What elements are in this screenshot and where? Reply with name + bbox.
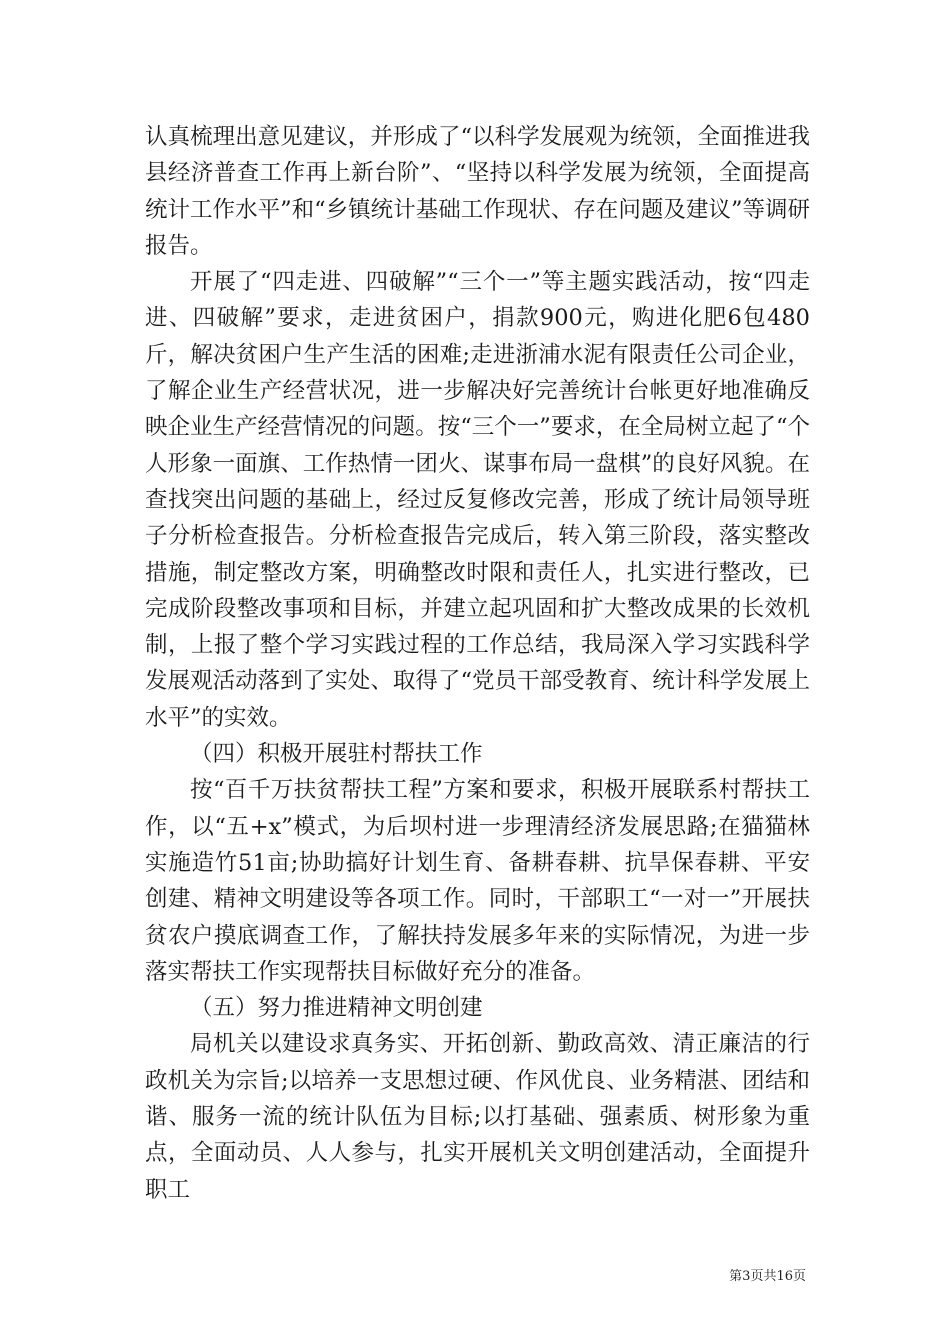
page-number: 第3页共16页 xyxy=(729,1269,806,1284)
paragraph-continuation: 认真梳理出意见建议，并形成了“以科学发展观为统领，全面推进我县经济普查工作再上新台阶”、“坚持以科学发展为统领，全面提高统计工作水平”和“乡镇统计基础工作现状、存在问题及建议”等调研报告。 xyxy=(145,124,810,259)
document-body xyxy=(145,119,810,1208)
paragraph-practice-activities: 开展了“四走进、四破解”“三个一”等主题实践活动，按“四走进、四破解”要求，走进贫困户，捐款900元，购进化肥6包480斤，解决贫困户生产生活的困难;走进浙浦水泥有限责任公司企业，了解企业生产经营状况，进一步解决好完善统计台帐更好地准确反映企业生产经营情况的问题。按“三个一”要求，在全局树立起了“个人形象一面旗、工作热情一团火、谋事布局一盘棋”的良好风貌。在查找突出问题的基础上，经过反复修改完善，形成了统计局领导班子分析检查报告。分析检查报告完成后，转入第三阶段，落实整改措施，制定整改方案，明确整改时限和责任人，扎实进行整改，已完成阶段整改事项和目标，并建立起巩固和扩大整改成果的长效机制，上报了整个学习实践过程的工作总结，我局深入学习实践科学发展观活动落到了实处、取得了“党员干部受教育、统计科学发展上水平”的实效。 xyxy=(145,269,810,731)
paragraph-civilization: 局机关以建设求真务实、开拓创新、勤政高效、清正廉洁的行政机关为宗旨;以培养一支思想过硬、作风优良、业务精湛、团结和谐、服务一流的统计队伍为目标;以打基础、强素质、树形象为重点，全面动员、人人参与，扎实开展机关文明创建活动，全面提升职工 xyxy=(145,1031,810,1203)
section-heading-civilization: （五）努力推进精神文明创建 xyxy=(190,995,483,1022)
section-heading-village-assistance: （四）积极开展驻村帮扶工作 xyxy=(190,741,483,768)
paragraph-village-assistance: 按“百千万扶贫帮扶工程”方案和要求，积极开展联系村帮扶工作，以“五+x”模式，为后坝村进一步理清经济发展思路;在猫猫林实施造竹51亩;协助搞好计划生育、备耕春耕、抗旱保春耕、平安创建、精神文明建设等各项工作。同时，干部职工“一对一”开展扶贫农户摸底调查工作，了解扶持发展多年来的实际情况，为进一步落实帮扶工作实现帮扶目标做好充分的准备。 xyxy=(145,777,810,985)
